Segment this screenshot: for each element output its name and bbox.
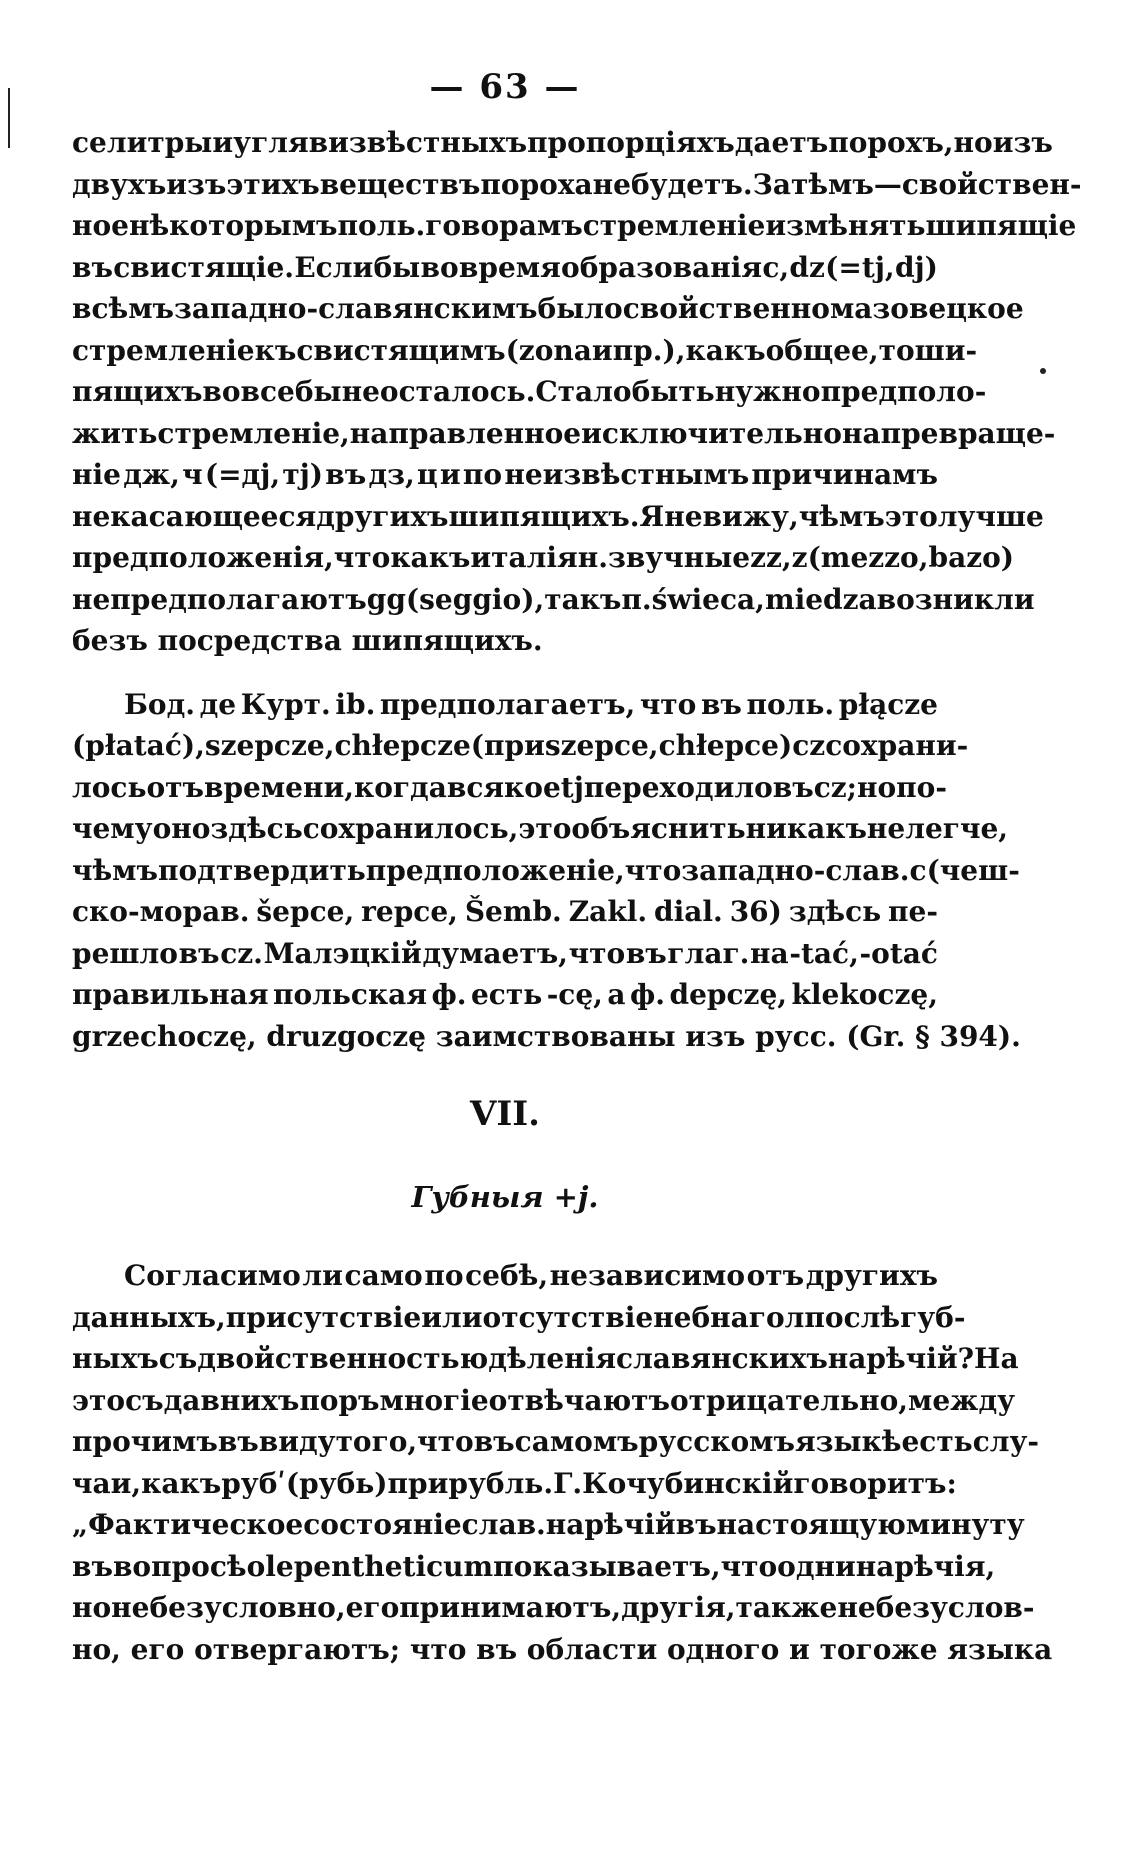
text-line: „Фактическое состояніе слав. нарѣчій въ настоящую минуту <box>72 1508 1025 1541</box>
margin-mark <box>8 88 10 148</box>
text-line: (płatać), szepcze, chłepcze (при szepce, chłepce) cz сохрани- <box>72 729 969 762</box>
text-line: grzechoczę, druzgoczę заимствованы изъ русс. (Gr. § 394). <box>72 1019 1021 1053</box>
text-line: всѣмъ западно-славянскимъ было свойственно мазовецкое <box>72 292 1024 325</box>
text-line: непредполагаютъ gg (seggio), такъ п. świeca, miedza возникли <box>72 582 1035 616</box>
text-line: предположенія, что какъ италіян. звучные zz, z (mezzo, bazo) <box>72 541 1015 574</box>
text-line: некасающееся другихъ шипящихъ. Я невижу, чѣмъ это лучше <box>72 499 1044 533</box>
text-line: правильная польская ф. есть -cę, а ф. depczę, klekoczę, <box>72 978 938 1011</box>
text-line: селитры и угля в извѣстныхъ пропорціяхъ даетъ порохъ, но изъ <box>72 126 1053 159</box>
text-line: чѣмъ подтвердить предположеніе, что западно-слав. c (чеш- <box>72 853 1020 887</box>
paragraph-3 <box>72 1255 1053 1670</box>
text-line: чаи, какъ рубʹ (рубь) при рубль. Г. Кочубинскій говоритъ: <box>72 1466 957 1500</box>
section-subheading: Губныя +j. <box>411 1180 599 1214</box>
book-page <box>72 62 1082 1670</box>
page-number: — 63 — <box>429 67 581 107</box>
text-line: ско-морав. šepce, repce, Šemb. Zakl. dial. 36) здѣсь пе- <box>72 895 938 928</box>
text-line: въ вопросѣ о l epentheticum показываетъ, что одни нарѣчія, <box>72 1549 996 1583</box>
section-heading: VII. <box>469 1094 541 1134</box>
text-line: безъ посредства шипящихъ. <box>72 624 543 657</box>
text-line: данныхъ, присутствіе или отсутствіе небнаго л послѣ губ- <box>72 1300 966 1334</box>
text-line: но, его отвергаютъ; что въ области одного и тогоже языка <box>72 1632 1053 1666</box>
margin-dot <box>1040 368 1046 374</box>
text-line: стремленіе къ свистящимъ (zona и пр.), какъ общее, то ши- <box>72 333 978 367</box>
text-line: Бод. де Курт. ib. предполагаетъ, что въ поль. płącze <box>124 687 938 721</box>
paragraph-2 <box>72 684 1021 1058</box>
text-line: это съ давнихъ поръ многіе отвѣчаютъ отрицательно, между <box>72 1383 1016 1417</box>
paragraph-1 <box>72 122 1082 662</box>
text-line: но небезусловно, его принимаютъ, другія, также небезуслов- <box>72 1591 1035 1624</box>
text-line: пящихъ вовсе бы неосталось. Стало быть нужно предполо- <box>72 375 987 408</box>
text-line: решло въ cz. Малэцкій думаетъ, что въ глаг. на -tać, -otać <box>72 936 938 970</box>
text-line: ніе дж, ч (=дj, тj) въ дз, ц и по неизвѣстнымъ причинамъ <box>72 458 938 491</box>
text-line: лось отъ времени, когда всякое tj переходило въ cz; но по- <box>72 770 947 804</box>
text-line: ное нѣкоторымъ поль. говорамъ стремленіе измѣнять шипящіе <box>72 209 1077 242</box>
text-line: прочимъ въ виду того, что въ самомъ русскомъ языкѣ есть слу- <box>72 1425 1040 1458</box>
text-line: Согласимо ли само по себѣ, независимо отъ другихъ <box>124 1259 938 1292</box>
text-line: ныхъ съ двойственностью дѣленія славянскихъ нарѣчій? На <box>72 1342 1019 1375</box>
text-line: чему оно здѣсь сохранилось, это объяснить никакъ не легче, <box>72 812 1009 845</box>
text-line: двухъ изъ этихъ веществъ пороха небудетъ. Затѣмъ—свойствен- <box>72 167 1082 201</box>
text-line: въ свистящіе. Если бы во время образованія c, dz (=tj, dj) <box>72 250 938 284</box>
text-line: жить стремленіе, направленное исключительно на превраще- <box>72 416 1056 450</box>
